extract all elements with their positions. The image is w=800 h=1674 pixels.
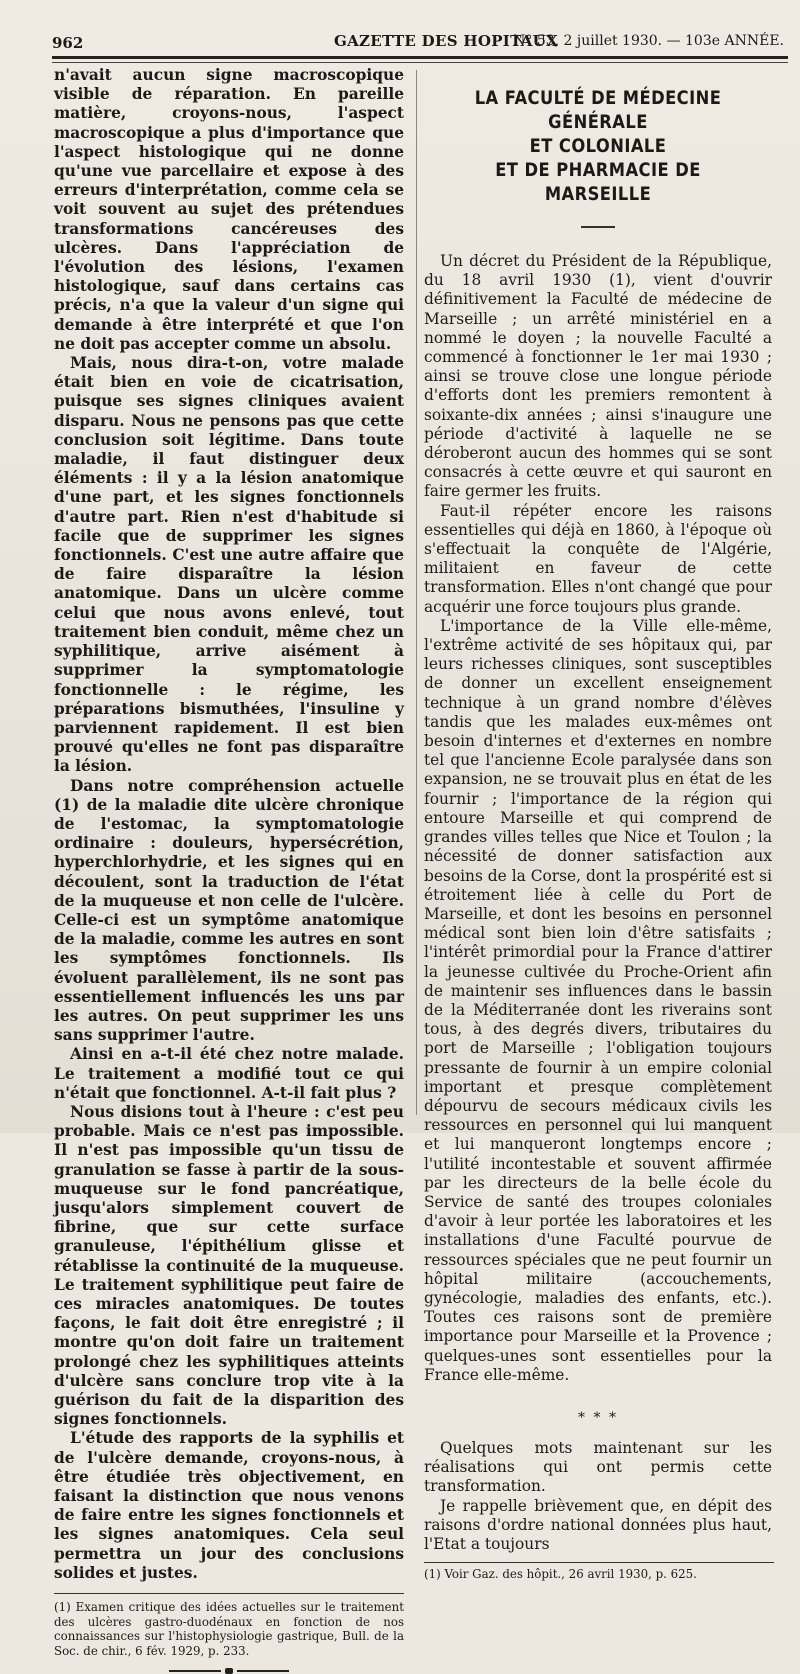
- right-footnote: (1) Voir Gaz. des hôpit., 26 avril 1930, p. 625.: [424, 1567, 697, 1582]
- left-footnote: (1) Examen critique des idées actuelles sur le traitement des ulcères gastro-duodénaux en fonction de nos connaissances sur l'histophysiologie gastrique, Bull. de la Soc. de chir., 6 fév. 1929, p. 233.: [54, 1600, 404, 1658]
- right-paragraph-2: Faut-il répéter encore les raisons essentielles qui déjà en 1860, à l'époque où s'effectuait la conquête de l'Algérie, militaient en faveur de cette transformation. Elles n'ont changé que pour acquérir une force toujours plus grande.: [424, 501, 772, 616]
- left-paragraph-1: n'avait aucun signe macroscopique visible de réparation. En pareille matière, croyons-nous, l'aspect macroscopique a plus d'importance que l'aspect histologique qui ne donne qu'une vue parcellaire et expose à des erreurs d'interprétation, comme cela se voit souvent au sujet des prétendues transformations cancéreuses des ulcères. Dans l'appréciation de l'évolution des lésions, l'examen histologique, sauf dans certains cas précis, n'a que la valeur d'un signe qui demande à être interprété et que l'on ne doit pas accepter comme un absolu.: [54, 66, 404, 353]
- end-ornament: [169, 1668, 289, 1674]
- article-title: [448, 86, 747, 206]
- title-dash: [581, 226, 615, 228]
- article-body: [424, 252, 772, 1554]
- right-closing-paragraph-1: Quelques mots maintenant sur les réalisations qui ont permis cette transformation.: [424, 1438, 772, 1496]
- header-rule-thin: [52, 62, 788, 63]
- right-paragraph-1: Un décret du Président de la République, du 18 avril 1930 (1), vient d'ouvrir définitivement la Faculté de médecine de Marseille ; un arrêté ministériel en a nommé le doyen ; la nouvelle Faculté a commencé à fonctionner le 1er mai 1930 ; ainsi se trouve close une longue période d'efforts dont les premiers remontent à soixante-dix années ; ainsi s'inaugure une période d'activité à laquelle ne se déroberont aucun des hommes qui se sont consacrés à cette œuvre et qui sauront en faire germer les fruits.: [424, 252, 772, 501]
- article-title-line-3: ET DE PHARMACIE DE MARSEILLE: [495, 159, 701, 205]
- article-title-line-1: LA FACULTÉ DE MÉDECINE GÉNÉRALE: [474, 87, 722, 133]
- right-closing-paragraph-2: Je rappelle brièvement que, en dépit des raisons d'ordre national données plus haut, l'Etat a toujours: [424, 1496, 772, 1553]
- left-column: [54, 66, 404, 1674]
- left-paragraph-6: L'étude des rapports de la syphilis et de l'ulcère demande, croyons-nous, à être étudiée très objectivement, en faisant la distinction que nous venons de faire entre les signes fonctionnels et les signes anatomiques. Cela seul permettra un jour des conclusions solides et justes.: [54, 1429, 404, 1582]
- journal-title: GAZETTE DES HOPITAUX: [334, 32, 559, 50]
- right-paragraph-3: L'importance de la Ville elle-même, l'extrême activité de ses hôpitaux qui, par leurs richesses cliniques, sont susceptibles de donner un excellent enseignement technique à un grand nombre d'élèves tandis que les malades eux-mêmes ont besoin d'internes et d'externes en nombre tel que l'ancienne Ecole paralysée dans son expansion, ne se trouvait plus en état de les fournir ; l'importance de la région qui entoure Marseille et qui comprend de grandes villes telles que Nice et Toulon ; la nécessité de donner satisfaction aux besoins de la Corse, dont la prospérité est si étroitement liée à celle du Port de Marseille, et dont les besoins en personnel médical sont bien loin d'être satisfaits ; l'intérêt primordial pour la France d'attirer la jeunesse cultivée du Proche-Orient afin de maintenir ses influences dans le bassin de la Méditerranée dont les riverains sont tous, à des degrés divers, tributaires du port de Marseille ; l'obligation toujours pressante de fournir à un empire colonial important et presque complètement dépourvu de secours médicaux civils les ressources en personnel qui lui manquent et lui manqueront longtemps encore ; l'utilité incontestable et souvent affirmée par les directeurs de la belle école du Service de santé des troupes coloniales d'avoir à leur portée les laboratoires et les installations d'une Faculté pourvue de ressources spéciales que ne peut fournir un hôpital militaire (accouchements, gynécologie, maladies des enfants, etc.). Toutes ces raisons sont de première importance pour Marseille et la Provence ; quelques-unes sont essentielles pour la France elle-même.: [424, 616, 772, 1384]
- left-paragraph-3: Dans notre compréhension actuelle (1) de la maladie dite ulcère chronique de l'estomac, la symptomatologie ordinaire : douleurs, hypersécrétion, hyperchlorhydrie, et les signes qui en découlent, sont la traduction de l'état de la muqueuse et non celle de l'ulcère. Celle-ci est un symptôme anatomique de la maladie, comme les autres en sont les symptômes fonctionnels. Ils évoluent parallèlement, ils ne sont pas essentiellement influencés les uns par les autres. On peut supprimer les uns sans supprimer l'autre.: [54, 776, 404, 1045]
- footnote-rule: [54, 1593, 404, 1594]
- section-separator: * * *: [578, 1409, 618, 1426]
- footnote-rule-right: [424, 1562, 774, 1563]
- header-rule: [52, 56, 788, 59]
- left-paragraph-5: Nous disions tout à l'heure : c'est peu probable. Mais ce n'est pas impossible. Il n'est pas impossible qu'un tissu de granulation se fasse à partir de la sous-muqueuse sur le fond pancréatique, jusqu'alors simplement couvert de fibrine, que sur cette surface granuleuse, l'épithélium glisse et rétablisse la continuité de la muqueuse. Le traitement syphilitique peut faire de ces miracles anatomiques. De toutes façons, le fait doit être enregistré ; il montre qu'on doit faire un traitement prolongé chez les syphilitiques atteints d'ulcère sans conclure trop vite à la guérison du fait de la disparition des signes fonctionnels.: [54, 1102, 404, 1429]
- issue-info: N° 53, 2 juillet 1930. — 103e ANNÉE.: [513, 33, 784, 49]
- column-divider: [416, 70, 417, 1115]
- article-title-line-2: ET COLONIALE: [529, 135, 667, 157]
- left-paragraph-4: Ainsi en a-t-il été chez notre malade. Le traitement a modifié tout ce qui n'était que fonctionnel. A-t-il fait plus ?: [54, 1045, 404, 1102]
- page-number: 962: [52, 34, 84, 52]
- right-column: [424, 72, 772, 1582]
- left-paragraph-2: Mais, nous dira-t-on, votre malade était bien en voie de cicatrisation, puisque ses signes cliniques avaient disparu. Nous ne pensons pas que cette conclusion soit légitime. Dans toute maladie, il faut distinguer deux éléments : il y a la lésion anatomique d'une part, et les signes fonctionnels d'autre part. Rien n'est d'habitude si facile que de supprimer les signes fonctionnels. C'est une autre affaire que de faire disparaître la lésion anatomique. Dans un ulcère comme celui que nous avons enlevé, tout traitement bien conduit, même chez un syphilitique, arrive aisément à supprimer la symptomatologie fonctionnelle : le régime, les préparations bismuthées, l'insuline y parviennent rapidement. Il est bien prouvé qu'elles ne font pas disparaître la lésion.: [54, 354, 404, 776]
